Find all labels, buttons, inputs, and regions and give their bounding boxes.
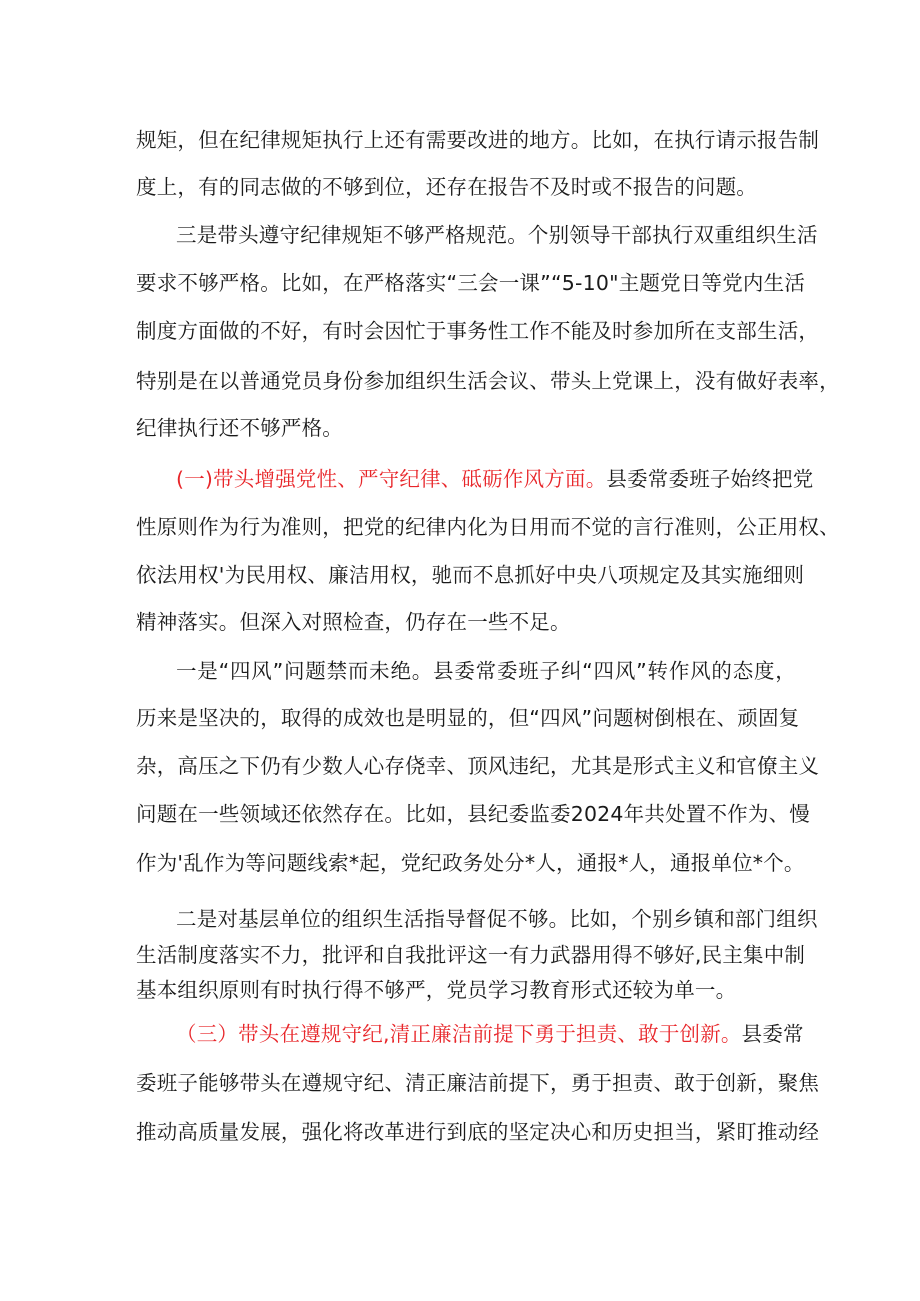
paragraph-line (136, 366, 840, 396)
line-text: 要求不够严格。比如，在严格落实“三会一课”“5-10"主题党日等党内生活 (136, 271, 806, 295)
paragraph-line (136, 172, 796, 202)
line-text: 特别是在以普通党员身份参加组织生活会议、带头上党课上，没有做好表率， (136, 369, 840, 393)
paragraph-line (136, 268, 806, 298)
line-text: 县委常委班子始终把党 (606, 467, 814, 491)
paragraph-line (136, 975, 796, 1005)
line-text: 历来是坚决的，取得的成效也是明显的，但“四风”问题树倒根在、顽固复 (136, 706, 800, 730)
paragraph-line (136, 848, 805, 878)
section-heading-line (176, 1019, 804, 1049)
paragraph-line (136, 316, 820, 346)
paragraph-line (136, 940, 806, 970)
paragraph-line (176, 220, 818, 250)
section-heading: (一)带头增强党性、严守纪律、砥砺作风方面。 (176, 467, 607, 491)
paragraph-line (136, 799, 810, 829)
line-text: 县委常 (741, 1022, 804, 1046)
line-text: 一是“四风”问题禁而未绝。县委常委班子纠“四风”转作风的态度， (176, 659, 796, 683)
line-text: 杂，高压之下仍有少数人心存侥幸、顶风违纪，尤其是形式主义和官僚主义 (136, 754, 820, 778)
paragraph-line (136, 703, 800, 733)
paragraph-line (136, 512, 840, 542)
paragraph-line (136, 1117, 820, 1147)
paragraph-line (176, 656, 796, 686)
line-text: 委班子能够带头在遵规守纪、清正廉洁前提下，勇于担责、敢于创新，聚焦 (136, 1071, 820, 1095)
paragraph-line (176, 904, 818, 934)
paragraph-line (136, 1068, 820, 1098)
paragraph-line (136, 560, 805, 590)
line-text: 推动高质量发展，强化将改革进行到底的坚定决心和历史担当，紧盯推动经 (136, 1120, 820, 1144)
paragraph-line (136, 751, 820, 781)
line-text: 度上，有的同志做的不够到位，还存在报告不及时或不报告的问题。 (136, 175, 757, 199)
section-heading: （三）带头在遵规守纪,清正廉洁前提下勇于担责、敢于创新。 (176, 1022, 742, 1046)
line-text: 作为'乱作为等问题线索*起，党纪政务处分*人，通报*人，通报单位*个。 (136, 851, 805, 875)
line-text: 生活制度落实不力，批评和自我批评这一有力武器用得不够好,民主集中制 (136, 943, 806, 967)
line-text: 规矩，但在纪律规矩执行上还有需要改进的地方。比如，在执行请示报告制 (136, 128, 820, 152)
line-text: 精神落实。但深入对照检查，仍存在一些不足。 (136, 610, 571, 634)
paragraph-line (136, 413, 796, 443)
section-heading-line (176, 464, 814, 494)
line-text: 依法用权'为民用权、廉洁用权，驰而不息抓好中央八项规定及其实施细则 (136, 563, 805, 587)
line-text: 二是对基层单位的组织生活指导督促不够。比如，个别乡镇和部门组织 (176, 907, 818, 931)
paragraph-line (136, 607, 796, 637)
line-text: 制度方面做的不好，有时会因忙于事务性工作不能及时参加所在支部生活， (136, 319, 820, 343)
line-text: 基本组织原则有时执行得不够严，党员学习教育形式还较为单一。 (136, 978, 737, 1002)
line-text: 性原则作为行为准则，把党的纪律内化为日用而不觉的言行准则，公正用权、 (136, 515, 840, 539)
line-text: 问题在一些领域还依然存在。比如，县纪委监委2024年共处置不作为、慢 (136, 802, 810, 826)
paragraph-line (136, 125, 820, 155)
line-text: 纪律执行还不够严格。 (136, 416, 343, 440)
line-text: 三是带头遵守纪律规矩不够严格规范。个别领导干部执行双重组织生活 (176, 223, 818, 247)
